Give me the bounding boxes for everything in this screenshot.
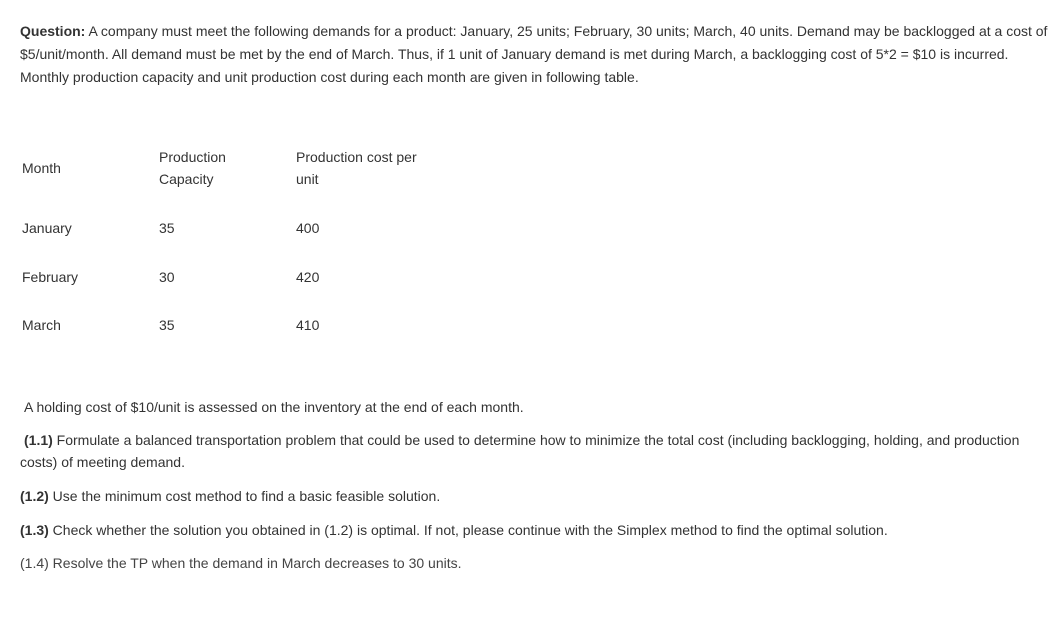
row-march-month: March <box>22 317 61 333</box>
part-1-2-label: (1.2) <box>20 488 49 504</box>
question-label: Question: <box>20 23 86 39</box>
part-1-4-text: (1.4) Resolve the TP when the demand in March decreases to 30 units. <box>20 555 462 571</box>
row-january-month: January <box>22 220 72 236</box>
question-text <box>20 20 1060 89</box>
row-march-cost: 410 <box>296 317 320 333</box>
row-january-cost: 400 <box>296 220 320 236</box>
row-february-cost: 420 <box>296 269 320 285</box>
header-capacity-line1: Production <box>159 149 226 165</box>
part-1-3 <box>20 519 1060 541</box>
row-february-month: February <box>22 269 79 285</box>
part-1-3-text: Check whether the solution you obtained in (1.2) is optimal. If not, please continue with the Simplex method to find the optimal solution. <box>48 522 888 538</box>
part-1-1-label: (1.1) <box>24 432 53 448</box>
part-1-2-text: Use the minimum cost method to find a basic feasible solution. <box>48 488 441 504</box>
row-february-capacity: 30 <box>159 269 175 285</box>
part-1-1 <box>20 429 1060 473</box>
header-month: Month <box>22 160 61 176</box>
part-1-1-text: Formulate a balanced transportation problem that could be used to determine how to minimize the total cost (including backlogging, holding, and production costs) of meeting demand. <box>20 432 1020 470</box>
part-1-2 <box>20 485 1060 507</box>
row-march-capacity: 35 <box>159 317 175 333</box>
part-1-3-label: (1.3) <box>20 522 49 538</box>
header-cost-line2: unit <box>296 171 319 187</box>
part-1-4 <box>20 552 1060 574</box>
header-cost-line1: Production cost per <box>296 149 417 165</box>
row-january-capacity: 35 <box>159 220 175 236</box>
question-body: A company must meet the following demands for a product: January, 25 units; February, 30 units; March, 40 units. Demand may be backlogged at a cost of $5/unit/month. All demand must be met by the end of March. Thus, if 1 unit of January demand is met during March, a backlogging cost of 5*2 = $10 is incurred. Monthly production capacity and unit production cost during each month are given in following table. <box>20 23 1048 85</box>
holding-cost-text: A holding cost of $10/unit is assessed on the inventory at the end of each month. <box>24 399 524 415</box>
header-capacity-line2: Capacity <box>159 171 214 187</box>
